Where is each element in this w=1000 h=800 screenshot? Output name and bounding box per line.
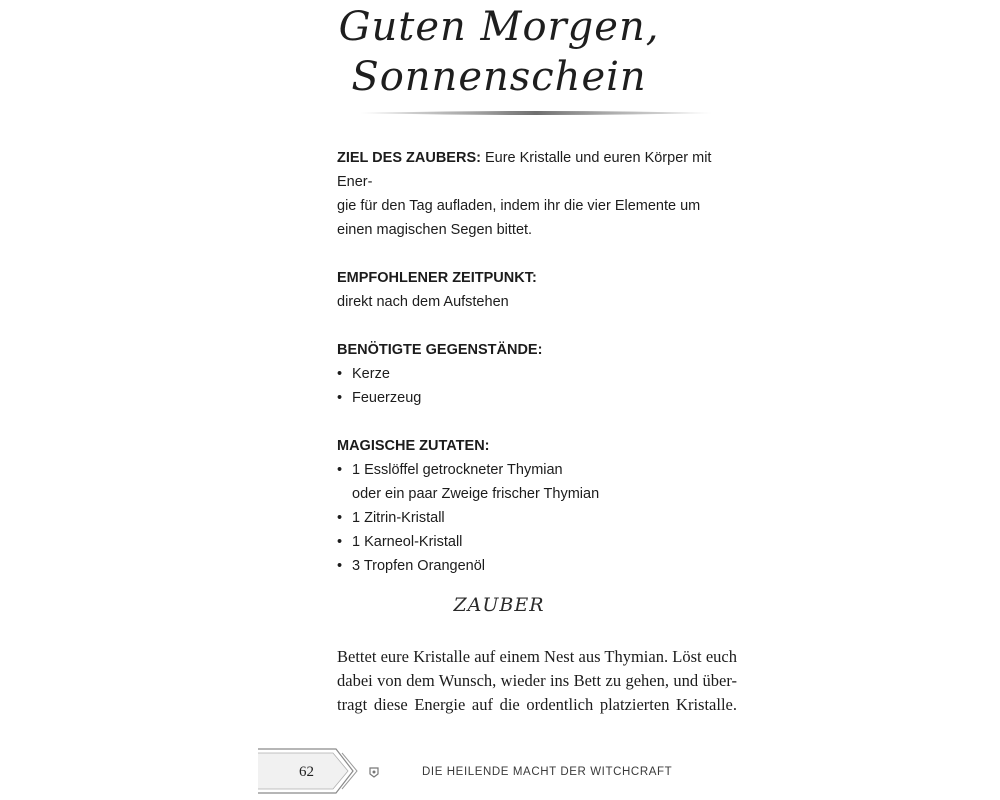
ingredients-block <box>337 434 737 578</box>
items-block <box>337 338 737 410</box>
page-footer <box>258 745 740 800</box>
time-label: EMPFOHLENER ZEITPUNKT: <box>337 270 537 286</box>
instruction-line-2: dabei von dem Wunsch, wieder ins Bett zu gehen, und über- <box>337 671 737 690</box>
list-item: • 3 Tropfen Orangenöl <box>337 554 737 578</box>
goal-label: ZIEL DES ZAUBERS: <box>337 150 481 166</box>
running-title: DIE HEILENDE MACHT DER WITCHCRAFT <box>422 766 673 778</box>
goal-text-2: gie für den Tag aufladen, indem ihr die vier Elemente um <box>337 198 701 214</box>
time-block <box>337 266 737 314</box>
bullet-icon: • <box>337 534 343 550</box>
list-item: • Feuerzeug <box>337 386 737 410</box>
spell-instructions <box>337 645 737 717</box>
bullet-icon: • <box>337 390 343 406</box>
list-item: • 1 Esslöffel getrockneter Thymian oder ein paar Zweige frischer Thymian <box>337 458 737 506</box>
bullet-icon: • <box>337 558 343 574</box>
ingredients-list <box>337 458 737 578</box>
items-label: BENÖTIGTE GEGENSTÄNDE: <box>337 342 543 358</box>
goal-block <box>337 146 737 242</box>
list-item: • 1 Zitrin-Kristall <box>337 506 737 530</box>
bullet-icon: • <box>337 366 343 382</box>
page-number-tab <box>258 745 378 800</box>
goal-text-3: einen magischen Segen bittet. <box>337 222 533 238</box>
instruction-line-3: tragt diese Energie auf die ordentlich platzierten Kristalle. <box>337 695 737 714</box>
ornament-icon <box>368 766 380 778</box>
list-item: • 1 Karneol-Kristall <box>337 530 737 554</box>
section-heading: ZAUBER <box>453 594 545 616</box>
page-title-line-2: Sonnenschein <box>351 54 647 100</box>
bullet-icon: • <box>337 462 343 478</box>
instruction-line-1: Bettet eure Kristalle auf einem Nest aus Thymian. Löst euch <box>337 647 737 666</box>
ingredients-label: MAGISCHE ZUTATEN: <box>337 438 490 454</box>
page-number: 62 <box>299 764 314 780</box>
items-list <box>337 362 737 410</box>
time-value: direkt nach dem Aufstehen <box>337 294 509 310</box>
page-title <box>258 0 740 102</box>
bullet-icon: • <box>337 510 343 526</box>
spell-details <box>337 146 737 602</box>
title-divider <box>360 108 712 120</box>
list-item: • Kerze <box>337 362 737 386</box>
goal-text-1: Eure Kristalle und euren Körper mit Ener- <box>337 150 712 190</box>
page-title-line-1: Guten Morgen, <box>338 4 660 50</box>
